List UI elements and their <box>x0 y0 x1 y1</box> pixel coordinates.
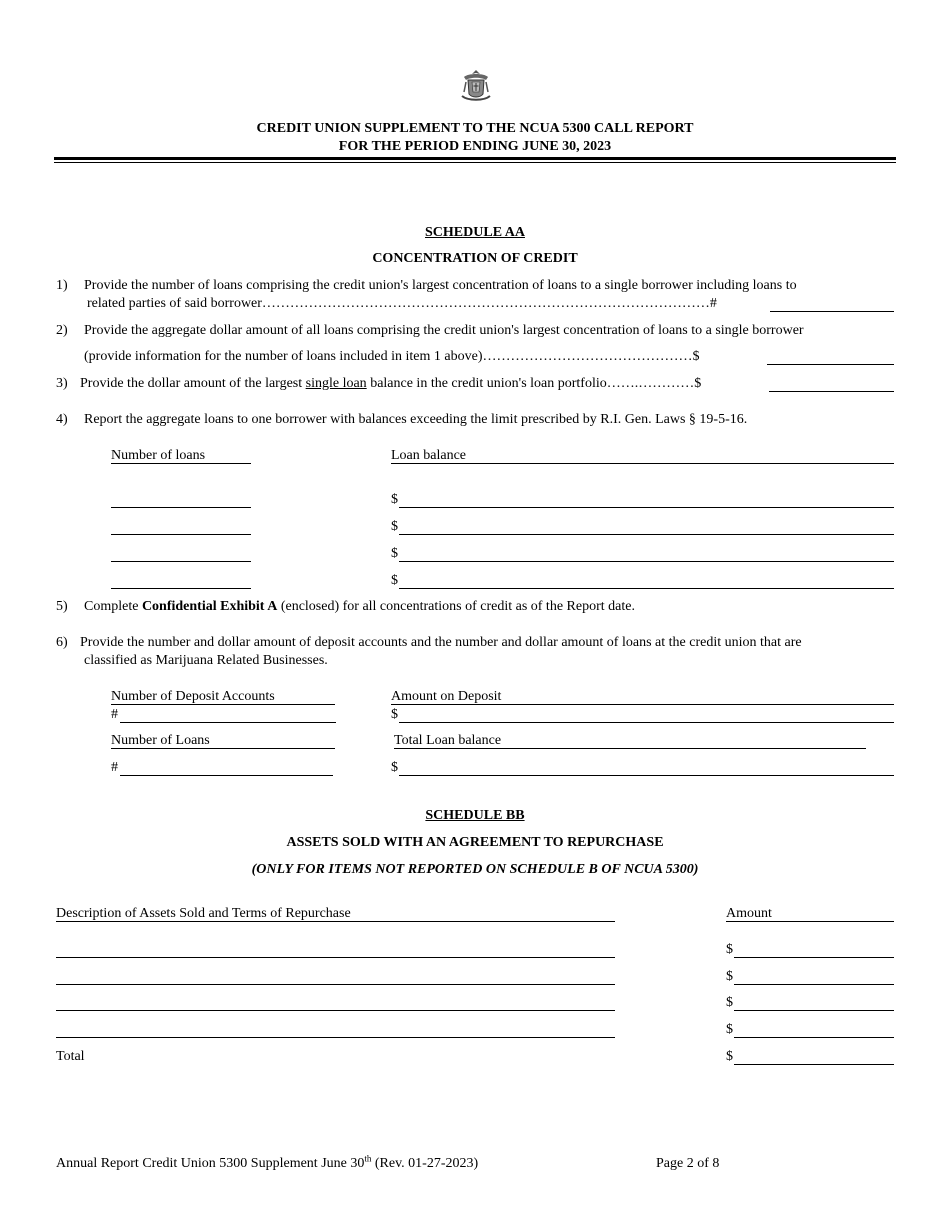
bb-total-label: Total <box>56 1049 85 1064</box>
q6-number-of-loans-label: Number of Loans <box>111 733 210 748</box>
q6-number-of-loans-field[interactable] <box>120 775 333 776</box>
bb-row4-dollar: $ <box>726 1022 733 1037</box>
bb-row4-amount-field[interactable] <box>734 1037 894 1038</box>
q6-text-line1: Provide the number and dollar amount of deposit accounts and the number and dollar amount of loans at the credit union that are <box>80 635 802 650</box>
bb-row2-dollar: $ <box>726 969 733 984</box>
schedule-bb-note: (ONLY FOR ITEMS NOT REPORTED ON SCHEDULE B OF NCUA 5300) <box>251 862 699 877</box>
bb-row4-description-field[interactable] <box>56 1037 615 1038</box>
q4-col-number-underline <box>111 463 251 464</box>
q2-answer-field[interactable] <box>767 364 894 365</box>
q4-text: Report the aggregate loans to one borrower with balances exceeding the limit prescribed by R.I. Gen. Laws § 19-5-16. <box>84 412 748 427</box>
q6-loans-dollar: $ <box>391 760 398 775</box>
bb-row1-amount-field[interactable] <box>734 957 894 958</box>
bb-row1-dollar: $ <box>726 942 733 957</box>
bb-col-description-underline <box>56 921 615 922</box>
bb-col-description: Description of Assets Sold and Terms of Repurchase <box>56 906 351 921</box>
q6-amount-label-underline <box>391 704 894 705</box>
header-rule-thin <box>54 162 896 163</box>
q1-number: 1) <box>56 278 68 293</box>
schedule-bb-title: SCHEDULE BB <box>425 808 525 823</box>
q4-row2-dollar: $ <box>391 519 398 534</box>
state-seal-icon <box>458 68 494 104</box>
q2-number: 2) <box>56 323 68 338</box>
schedule-bb-subtitle: ASSETS SOLD WITH AN AGREEMENT TO REPURCHASE <box>286 835 664 850</box>
q4-col-number-of-loans: Number of loans <box>111 448 206 463</box>
q6-deposit-accounts-label: Number of Deposit Accounts <box>111 689 275 704</box>
q6-deposit-accounts-label-underline <box>111 704 335 705</box>
q1-answer-field[interactable] <box>770 311 894 312</box>
q6-number-of-loans-label-underline <box>111 748 335 749</box>
bb-row3-dollar: $ <box>726 995 733 1010</box>
q4-row1-balance-field[interactable] <box>399 507 894 508</box>
bb-col-amount-underline <box>726 921 894 922</box>
q1-text-line1: Provide the number of loans comprising the credit union's largest concentration of loans to a single borrower including loans to <box>84 278 797 293</box>
q5-number: 5) <box>56 599 68 614</box>
q4-row4-number-field[interactable] <box>111 588 251 589</box>
q6-total-loan-balance-field[interactable] <box>399 775 894 776</box>
footer-form-id: Annual Report Credit Union 5300 Supplement June 30th (Rev. 01-27-2023) <box>56 1153 479 1171</box>
q3-number: 3) <box>56 376 68 391</box>
bb-total-amount-field[interactable] <box>734 1064 894 1065</box>
q5-text: Complete Confidential Exhibit A (enclosed) for all concentrations of credit as of the Report date. <box>84 599 635 614</box>
bb-row1-description-field[interactable] <box>56 957 615 958</box>
q3-text: Provide the dollar amount of the largest single loan balance in the credit union's loan portfolio…….…………$ <box>80 376 702 391</box>
q3-answer-field[interactable] <box>769 391 894 392</box>
bb-row3-amount-field[interactable] <box>734 1010 894 1011</box>
q2-text-line2: (provide information for the number of loans included in item 1 above)………………………………………$ <box>84 349 700 364</box>
q6-loans-hash: # <box>111 760 118 775</box>
q6-number: 6) <box>56 635 68 650</box>
bb-row2-description-field[interactable] <box>56 984 615 985</box>
q4-col-loan-balance: Loan balance <box>391 448 467 463</box>
bb-row2-amount-field[interactable] <box>734 984 894 985</box>
bb-col-amount: Amount <box>726 906 772 921</box>
q4-row2-balance-field[interactable] <box>399 534 894 535</box>
footer-page-number: Page 2 of 8 <box>656 1156 720 1171</box>
q4-number: 4) <box>56 412 68 427</box>
q2-text-line1: Provide the aggregate dollar amount of all loans comprising the credit union's largest concentration of loans to a single borrower <box>84 323 804 338</box>
schedule-aa-title: SCHEDULE AA <box>425 225 525 240</box>
q4-row3-dollar: $ <box>391 546 398 561</box>
q1-text-line2: related parties of said borrower……………………………………………………………………………………# <box>87 296 717 311</box>
q4-row4-balance-field[interactable] <box>399 588 894 589</box>
q4-row4-dollar: $ <box>391 573 398 588</box>
q6-amount-on-deposit-label: Amount on Deposit <box>391 689 502 704</box>
q4-row3-number-field[interactable] <box>111 561 251 562</box>
schedule-aa-subtitle: CONCENTRATION OF CREDIT <box>372 251 578 266</box>
q4-row3-balance-field[interactable] <box>399 561 894 562</box>
q4-row2-number-field[interactable] <box>111 534 251 535</box>
q4-col-balance-underline <box>391 463 894 464</box>
report-title-line1: CREDIT UNION SUPPLEMENT TO THE NCUA 5300 CALL REPORT <box>256 121 694 136</box>
q6-total-loan-balance-label: Total Loan balance <box>394 733 502 748</box>
q6-deposit-dollar: $ <box>391 707 398 722</box>
q6-amount-on-deposit-field[interactable] <box>399 722 894 723</box>
q4-row1-number-field[interactable] <box>111 507 251 508</box>
q6-total-loan-label-underline <box>394 748 866 749</box>
q6-text-line2: classified as Marijuana Related Businesses. <box>84 653 328 668</box>
bb-total-dollar: $ <box>726 1049 733 1064</box>
header-rule-thick <box>54 157 896 160</box>
report-title-line2: FOR THE PERIOD ENDING JUNE 30, 2023 <box>338 139 612 154</box>
bb-row3-description-field[interactable] <box>56 1010 615 1011</box>
q4-row1-dollar: $ <box>391 492 398 507</box>
q6-deposit-accounts-field[interactable] <box>120 722 336 723</box>
q6-deposit-hash: # <box>111 707 118 722</box>
